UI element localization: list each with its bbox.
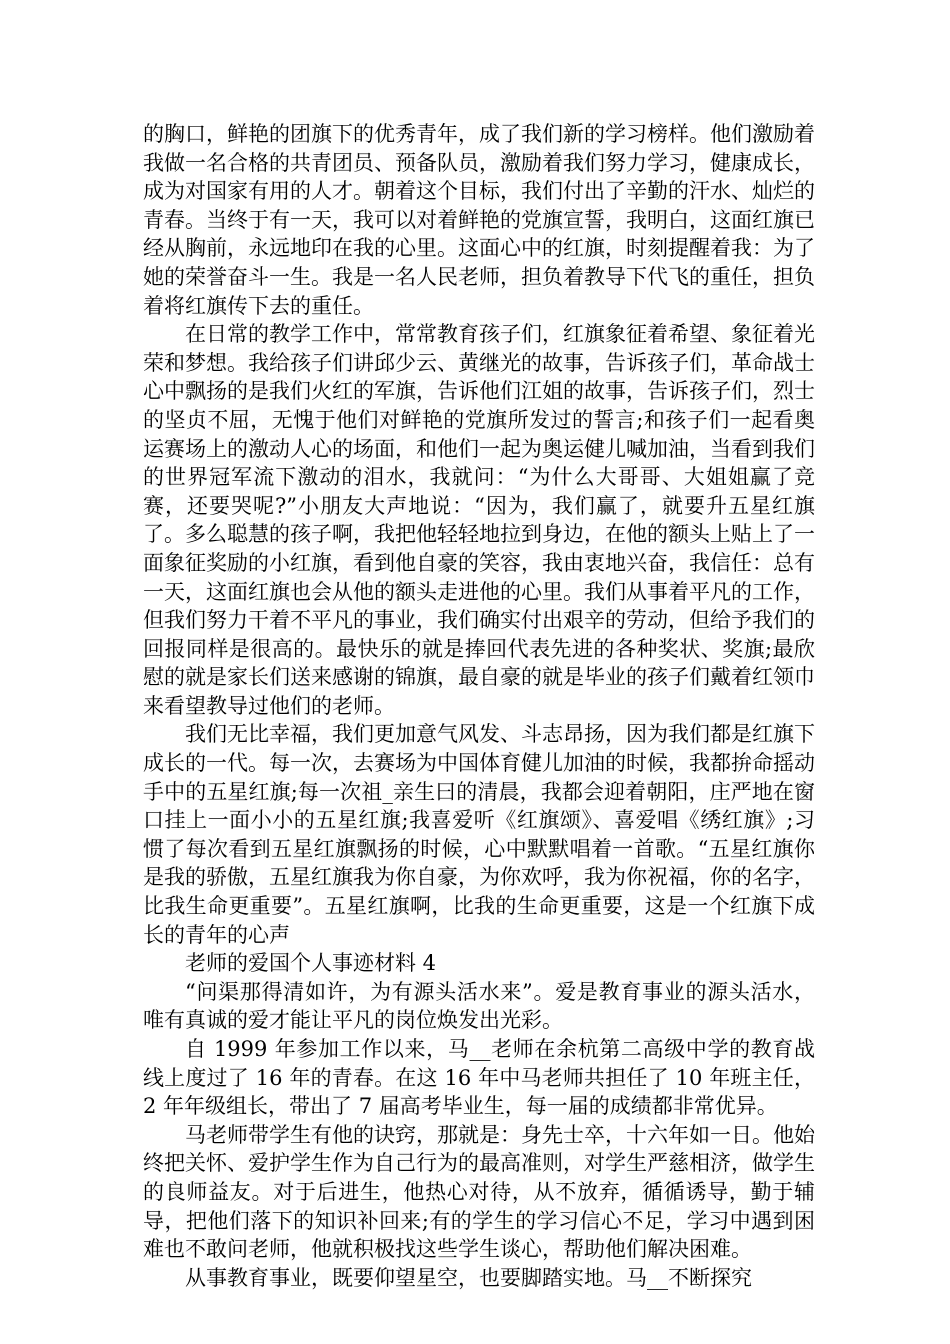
paragraph-method: 马老师带学生有他的诀窍，那就是：身先士卒，十六年如一日。他始终把关怀、爱护学生作为自己行为的最高准则，对学生严慈相济，做学生的良师益友。对于后进生，他热心对待，从不放弃，循循诱导，勤于辅导，把他们落下的知识补回来;有的学生的学习信心不足，学习中遇到困难也不敢问老师，他就积极找这些学生谈心，帮助他们解决困难。	[143, 1122, 815, 1262]
section-title: 老师的爱国个人事迹材料 4	[185, 951, 437, 976]
paragraph-explore: 从事教育事业，既要仰望星空，也要脚踏实地。马__不断探究	[185, 1265, 752, 1290]
paragraph-quote: “问渠那得清如许，为有源头活水来”。爱是教育事业的源头活水，唯有真诚的爱才能让平凡的岗位焕发出光彩。	[143, 979, 815, 1033]
paragraph-career: 自 1999 年参加工作以来，马__老师在余杭第二高级中学的教育战线上度过了 16 年的青春。在这 16 年中马老师共担任了 10 年班主任，2 年年级组长，带出了 7 届高考毕业生，每一届的成绩都非常优异。	[143, 1037, 815, 1119]
paragraph-happiness: 我们无比幸福，我们更加意气风发、斗志昂扬，因为我们都是红旗下成长的一代。每一次，去赛场为中国体育健儿加油的时候，我都拚命摇动手中的五星红旗;每一次祖_亲生曰的清晨，我都会迎着朝阳，庄严地在窗口挂上一面小小的五星红旗;我喜爱听《红旗颂》、喜爱唱《绣红旗》;习惯了每次看到五星红旗飘扬的时候，心中默默唱着一首歌。“五星红旗你是我的骄傲，五星红旗我为你自豪，为你欢呼，我为你祝福，你的名字，比我生命更重要”。五星红旗啊，比我的生命更重要，这是一个红旗下成长的青年的心声	[143, 722, 815, 947]
paragraph-daily-teaching: 在日常的教学工作中，常常教育孩子们，红旗象征着希望、象征着光荣和梦想。我给孩子们讲邱少云、黄继光的故事，告诉孩子们，革命战士心中飘扬的是我们火红的军旗，告诉他们江姐的故事，告诉孩子们，烈士的坚贞不屈，无愧于他们对鲜艳的党旗所发过的誓言;和孩子们一起看奥运赛场上的激动人心的场面，和他们一起为奥运健儿喊加油，当看到我们的世界冠军流下激动的泪水，我就问：“为什么大哥哥、大姐姐赢了竞赛，还要哭呢?”小朋友大声地说：“因为，我们赢了，就要升五星红旗了。多么聪慧的孩子啊，我把他轻轻地拉到身边，在他的额头上贴上了一面象征奖励的小红旗，看到他自豪的笑容，我由衷地兴奋，我信任：总有一天，这面红旗也会从他的额头走进他的心里。我们从事着平凡的工作，但我们努力干着不平凡的事业，我们确实付出艰辛的劳动，但给予我们的回报同样是很高的。最快乐的就是捧回代表先进的各种奖状、奖旗;最欣慰的就是家长们送来感谢的锦旗，最自豪的就是毕业的孩子们戴着红领巾来看望教导过他们的老师。	[143, 322, 815, 718]
paragraph-continued: 的胸口，鲜艳的团旗下的优秀青年，成了我们新的学习榜样。他们激励着我做一名合格的共青团员、预备队员，激励着我们努力学习，健康成长，成为对国家有用的人才。朝着这个目标，我们付出了辛勤的汗水、灿烂的青春。当终于有一天，我可以对着鲜艳的党旗宣誓，我明白，这面红旗已经从胸前，永远地印在我的心里。这面心中的红旗，时刻提醒着我：为了她的荣誉奋斗一生。我是一名人民老师，担负着教导下代飞的重任，担负着将红旗传下去的重任。	[143, 122, 815, 318]
document-body	[143, 120, 815, 1292]
